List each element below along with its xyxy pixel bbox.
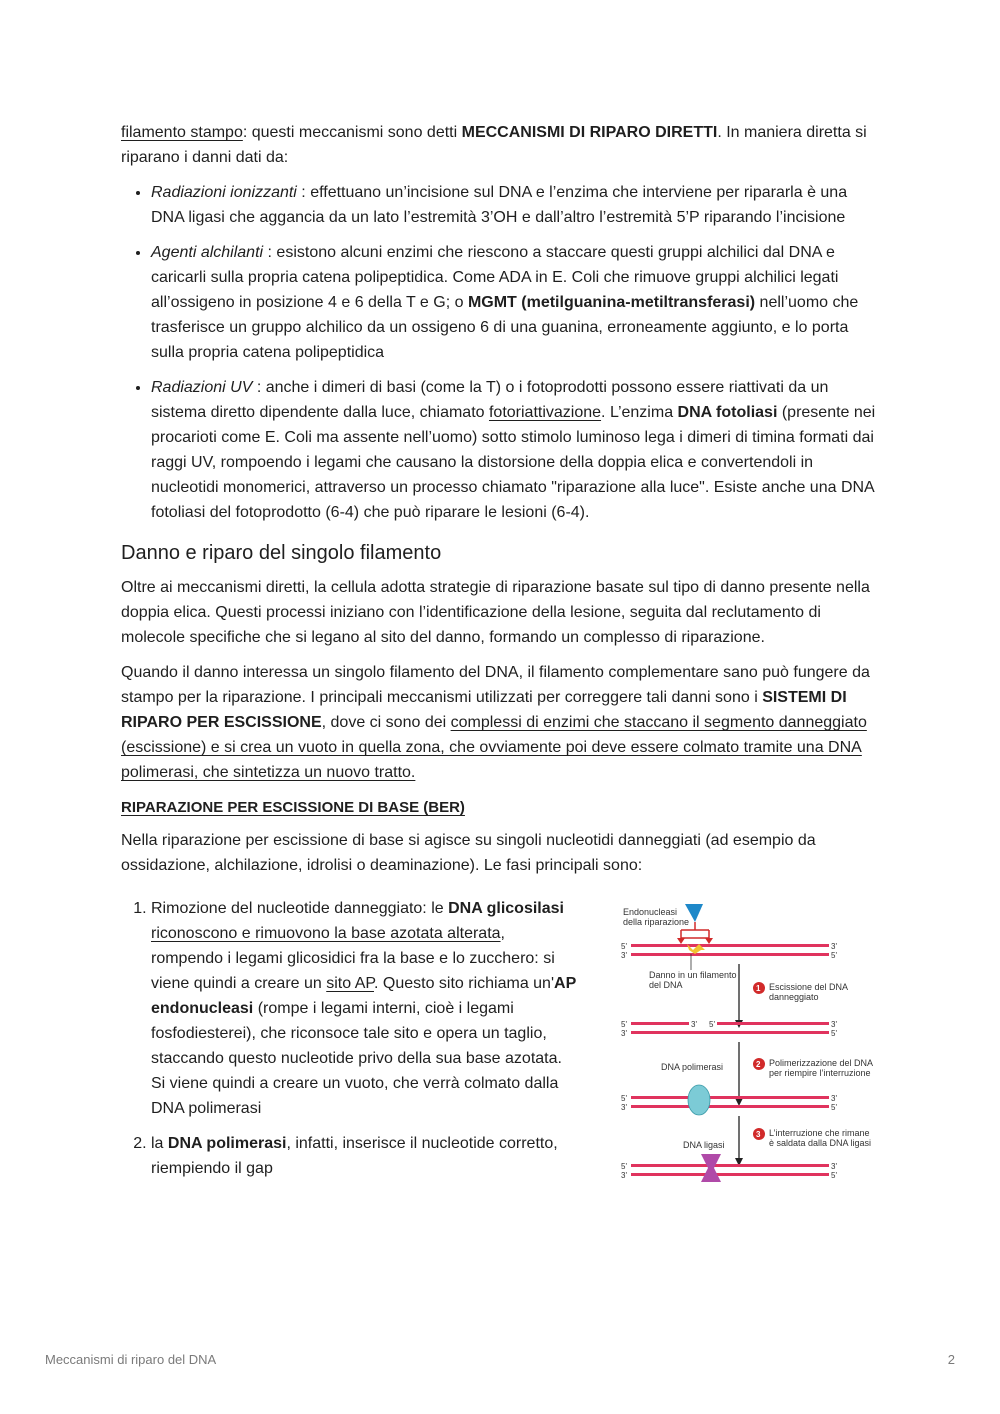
strand-end-label: 3' bbox=[621, 1171, 627, 1180]
dna-strand bbox=[631, 1096, 829, 1099]
intro-paragraph: filamento stampo: questi meccanismi sono detti MECCANISMI DI RIPARO DIRETTI. In maniera diretta si riparano i danni dati da: bbox=[121, 124, 867, 166]
dna-strand bbox=[631, 1031, 829, 1034]
section-heading: Danno e riparo del singolo filamento bbox=[121, 542, 442, 564]
arrow-icon bbox=[677, 938, 685, 944]
svg-text:3: 3 bbox=[756, 1130, 761, 1139]
strand-end-label: 5' bbox=[709, 1020, 715, 1029]
dna-strand bbox=[631, 1164, 829, 1167]
list-item: 2. la DNA polimerasi, infatti, inserisce il nucleotide corretto, riempiendo il gap bbox=[151, 1131, 579, 1181]
page-content bbox=[121, 120, 881, 1191]
footer-title: Meccanismi di riparo del DNA bbox=[45, 1352, 217, 1367]
damage-label: del DNA bbox=[649, 980, 683, 990]
strand-end-label: 5' bbox=[831, 1103, 837, 1112]
strand-end-label: 3' bbox=[621, 951, 627, 960]
ligase-label: DNA ligasi bbox=[683, 1140, 725, 1150]
step2-label: per riempire l’interruzione bbox=[769, 1068, 871, 1078]
page-number: 2 bbox=[947, 1352, 955, 1367]
ber-heading: RIPARAZIONE PER ESCISSIONE DI BASE (BER) bbox=[121, 799, 465, 816]
strand-end-label: 5' bbox=[831, 951, 837, 960]
dna-polymerase-icon bbox=[688, 1085, 710, 1115]
dna-strand bbox=[717, 1022, 829, 1025]
ber-paragraph: Nella riparazione per escissione di base si agisce su singoli nucleotidi danneggiati (ad esempio da ossidazione, alchilazione, idrolisi o deaminazione). Le fasi principali sono: bbox=[121, 832, 816, 874]
list-item: 1. Rimozione del nucleotide danneggiato: le DNA glicosilasi riconoscono e rimuovono la base azotata alterata, rompendo i legami glicosidici fra la base e lo zucchero: si viene quindi a creare un sito AP. Questo sito richiama un'AP endonucleasi (rompe i legami interni, cioè i legami fosfodiesterei), che riconsoce tale sito e opera un taglio, staccando questo nucleotide privo della sua base azotata. Si viene quindi a creare un vuoto, che verrà colmato dalla DNA polimerasi bbox=[151, 896, 579, 1121]
strand-end-label: 5' bbox=[831, 1171, 837, 1180]
ber-steps-block bbox=[121, 896, 881, 1181]
strand-end-label: 3' bbox=[831, 942, 837, 951]
strand-end-label: 3' bbox=[691, 1020, 697, 1029]
strand-end-label: 3' bbox=[831, 1020, 837, 1029]
dna-strand bbox=[631, 1173, 829, 1176]
strand-end-label: 5' bbox=[621, 1094, 627, 1103]
step3-label: è saldata dalla DNA ligasi bbox=[769, 1138, 872, 1148]
link-fotoriattivazione: fotoriattivazione bbox=[488, 404, 602, 421]
svg-text:1: 1 bbox=[756, 984, 761, 993]
strand-end-label: 3' bbox=[831, 1094, 837, 1103]
dna-strand bbox=[631, 953, 829, 956]
endo-label: Endonucleasi bbox=[623, 907, 678, 917]
step1-label: danneggiato bbox=[769, 992, 819, 1002]
endo-bracket bbox=[681, 930, 709, 938]
step2-label: Polimerizzazione del DNA bbox=[769, 1058, 874, 1068]
strand-end-label: 3' bbox=[621, 1103, 627, 1112]
dna-strand bbox=[631, 1105, 829, 1108]
list-item: • Radiazioni ionizzanti : effettuano un’incisione sul DNA e l’enzima che interviene per ripararla è una DNA ligasi che aggancia da un lato l’estremità 3’OH e dall’altro l’estremità 5’P riparando l’incisione bbox=[151, 180, 881, 230]
strand-end-label: 3' bbox=[831, 1162, 837, 1171]
svg-text:2: 2 bbox=[756, 1060, 761, 1069]
strand-end-label: 3' bbox=[621, 1029, 627, 1038]
arrow-icon bbox=[735, 1098, 743, 1106]
strand-end-label: 5' bbox=[831, 1029, 837, 1038]
ber-diagram bbox=[619, 904, 879, 1194]
arrow-icon bbox=[705, 938, 713, 944]
step1-label: Escissione del DNA bbox=[769, 982, 849, 992]
section-paragraph-1: Oltre ai meccanismi diretti, la cellula adotta strategie di riparazione basate sul tipo di danno presente nella doppia elica. Questi processi iniziano con l’identificazione della lesione, seguita dal reclutamento di molecole specifiche che si legano al sito del danno, formando un complesso di riparazione. bbox=[121, 579, 870, 646]
link-filamento-stampo: filamento stampo bbox=[121, 124, 243, 141]
list-item: • Agenti alchilanti : esistono alcuni enzimi che riescono a staccare questi gruppi alchilici dal DNA e caricarli sulla propria catena polipeptidica. Come ADA in E. Coli che rimuove gruppi alchilici legati all’ossigeno in posizione 4 e 6 della T e G; o MGMT (metilguanina-metiltransferasi) nell’uomo che trasferisce un gruppo alchilico da un ossigeno 6 di una guanina, erroneamente aggiunto, e lo porta sulla propria catena polipeptidica bbox=[151, 240, 881, 365]
polymerase-label: DNA polimerasi bbox=[661, 1062, 724, 1072]
damage-label: Danno in un filamento bbox=[649, 970, 737, 980]
strand-end-label: 5' bbox=[621, 1162, 627, 1171]
step3-label: L’interruzione che rimane bbox=[769, 1128, 870, 1138]
direct-repair-list bbox=[121, 180, 881, 525]
section-paragraph-2: Quando il danno interessa un singolo filamento del DNA, il filamento complementare sano può fungere da stampo per la riparazione. I principali meccanismi utilizzati per correggere tali danni sono i SISTEMI DI RIPARO PER ESCISSIONE, dove ci sono dei complessi di enzimi che staccano il segmento danneggiato (escissione) e si crea un vuoto in quella zona, che ovviamente poi deve essere colmato tramite una DNA polimerasi, che sintetizza un nuovo tratto. bbox=[121, 664, 870, 781]
dna-strand bbox=[631, 944, 829, 947]
dna-ligase-icon bbox=[701, 1154, 721, 1182]
endo-label: della riparazione bbox=[623, 917, 690, 927]
strand-end-label: 5' bbox=[621, 1020, 627, 1029]
list-item: • Radiazioni UV : anche i dimeri di basi (come la T) o i fotoprodotti possono essere riattivati da un sistema diretto dipendente dalla luce, chiamato fotoriattivazione. L’enzima DNA fotoliasi (presente nei procarioti come E. Coli ma assente nell’uomo) sotto stimolo luminoso lega i dimeri di timina formati dai raggi UV, rompoendo i legami che causano la distorsione della doppia elica e convertendoli in nucleotidi monomerici, attraverso un processo chiamato "riparazione alla luce". Esiste anche una DNA fotoliasi del fotoprodotto (6-4) che può riparare le lesioni (6-4). bbox=[151, 375, 881, 525]
ber-figure bbox=[619, 904, 879, 1194]
ber-steps-list bbox=[121, 896, 579, 1181]
dna-strand bbox=[631, 1022, 689, 1025]
strand-end-label: 5' bbox=[621, 942, 627, 951]
